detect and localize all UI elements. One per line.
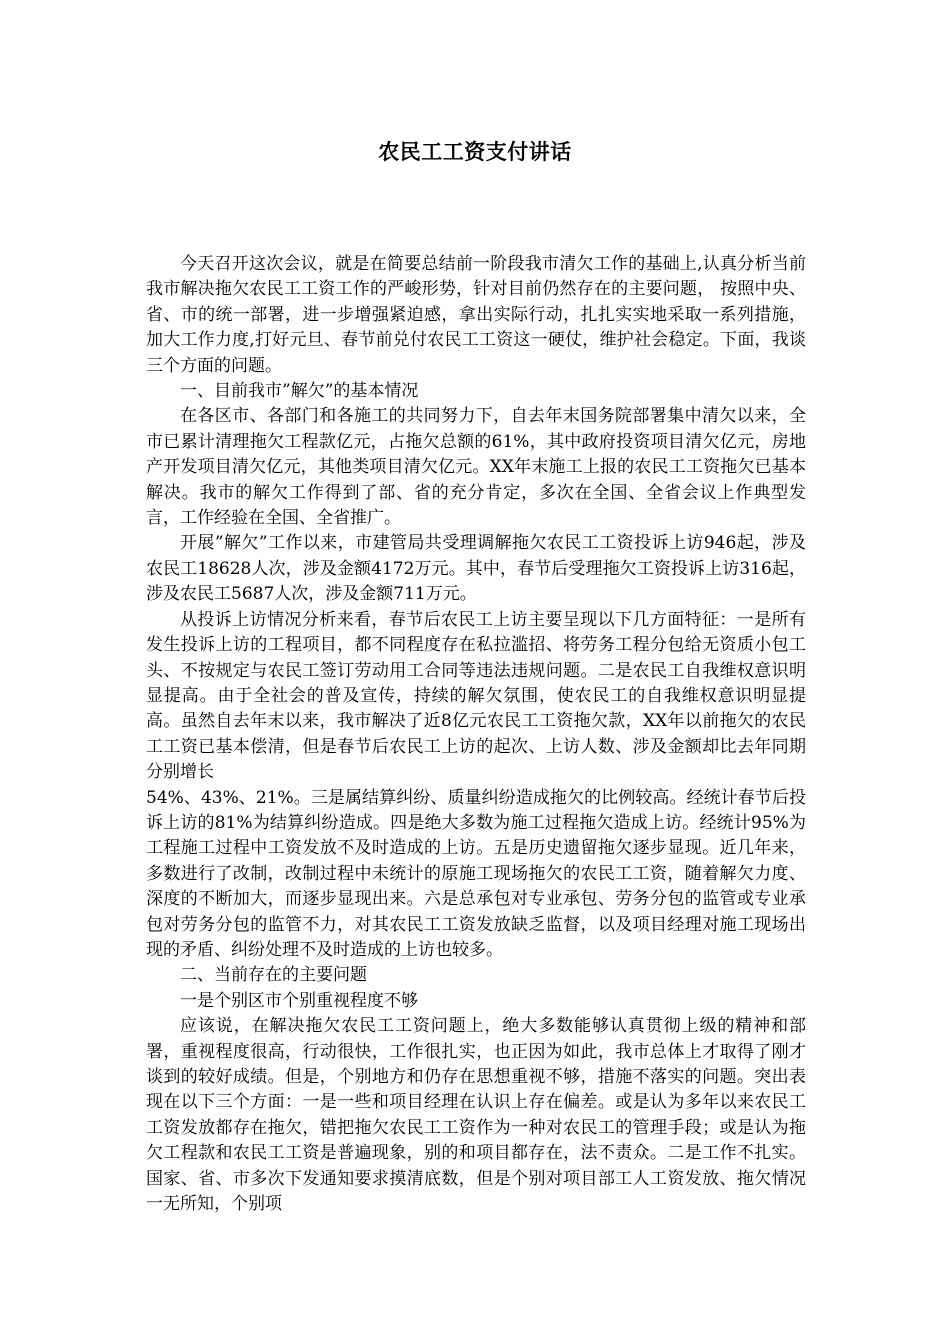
- paragraph-intro: 今天召开这次会议，就是在简要总结前一阶段我市清欠工作的基础上,认真分析当前我市解决拖欠农民工工资工作的严峻形势，针对目前仍然存在的主要问题， 按照中央、省、市的统一部署，进一步增强紧迫感，拿出实际行动，扎扎实实地采取一系列措施，加大工作力度,打好元旦、春节前兑付农民工工资这一硬仗，维护社会稳定。下面，我谈三个方面的问题。: [146, 254, 806, 376]
- subsection-heading-1: 一是个别区市个别重视程度不够: [180, 990, 418, 1011]
- document-body: [146, 252, 806, 1217]
- document-title: 农民工工资支付讲话: [378, 139, 572, 164]
- paragraph-complaints: 开展”解欠”工作以来，市建管局共受理调解拖欠农民工工资投诉上访946起，涉及农民工18628人次，涉及金额4172万元。其中，春节后受理拖欠工资投诉上访316起，涉及农民工5687人次，涉及金额711万元。: [146, 533, 806, 605]
- paragraph-analysis-continued: 54%、43%、21%。三是属结算纠纷、质量纠纷造成拖欠的比例较高。经统计春节后投诉上访的81%为结算纠纷造成。四是绝大多数为施工过程拖欠造成上访。经统计95%为工程施工过程中工资发放不及时造成的上访。五是历史遗留拖欠逐步显现。近几年来，多数进行了改制，改制过程中未统计的原施工现场拖欠的农民工工资，随着解欠力度、深度的不断加大，而逐步显现出来。六是总承包对专业承包、劳务分包的监管或专业承包对劳务分包的监管不力，对其农民工工资发放缺乏监督，以及项目经理对施工现场出现的矛盾、纠纷处理不及时造成的上访也较多。: [146, 787, 806, 960]
- paragraph-status: 在各区市、各部门和各施工的共同努力下，自去年末国务院部署集中清欠以来，全市已累计清理拖欠工程款亿元，占拖欠总额的61%，其中政府投资项目清欠亿元，房地产开发项目清欠亿元，其他类项目清欠亿元。XX年末施工上报的农民工工资拖欠已基本解决。我市的解欠工作得到了部、省的充分肯定，多次在全国、全省会议上作典型发言，工作经验在全国、全省推广。: [146, 406, 806, 529]
- section-heading-2: 二、当前存在的主要问题: [180, 965, 367, 986]
- section-heading-1: 一、目前我市”解欠”的基本情况: [180, 381, 419, 402]
- paragraph-analysis: 从投诉上访情况分析来看，春节后农民工上访主要呈现以下几方面特征：一是所有发生投诉上访的工程项目，都不同程度存在私拉滥招、将劳务工程分包给无资质小包工头、不按规定与农民工签订劳动用工合同等违法违规问题。二是农民工自我维权意识明显提高。由于全社会的普及宣传，持续的解欠氛围，使农民工的自我维权意识明显提高。虽然自去年末以来，我市解决了近8亿元农民工工资拖欠款，XX年以前拖欠的农民工工资已基本偿清，但是春节后农民工上访的起次、上访人数、涉及金额却比去年同期分别增长: [146, 609, 806, 783]
- paragraph-problems: 应该说，在解决拖欠农民工工资问题上，绝大多数能够认真贯彻上级的精神和部署，重视程度很高，行动很快，工作很扎实，也正因为如此，我市总体上才取得了刚才谈到的较好成绩。但是，个别地方和仍存在思想重视不够，措施不落实的问题。突出表现在以下三个方面：一是一些和项目经理在认识上存在偏差。或是认为多年以来农民工工资发放都存在拖欠，错把拖欠农民工工资作为一种对农民工的管理手段；或是认为拖欠工程款和农民工工资是普遍现象，别的和项目都存在，法不责众。二是工作不扎实。国家、省、市多次下发通知要求摸清底数，但是个别对项目部工人工资发放、拖欠情况一无所知，个别项: [146, 1016, 806, 1215]
